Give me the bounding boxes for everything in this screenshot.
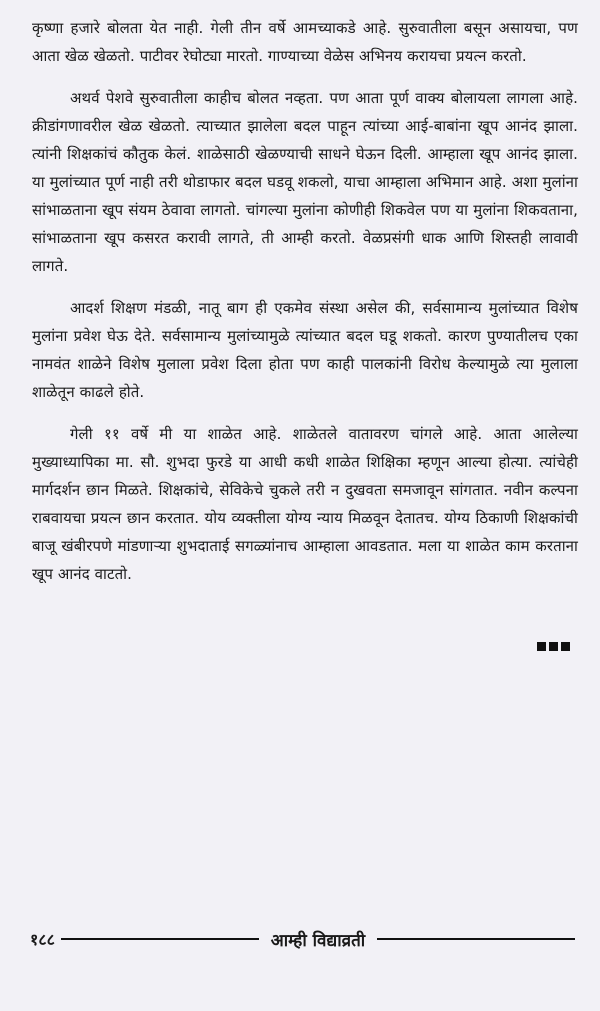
book-title: आम्ही विद्याव्रती bbox=[270, 930, 366, 951]
end-square-icon bbox=[549, 642, 558, 651]
section-end-mark bbox=[537, 642, 570, 651]
end-square-icon bbox=[561, 642, 570, 651]
footer-rule-left bbox=[61, 938, 259, 940]
paragraph-4: गेली ११ वर्षे मी या शाळेत आहे. शाळेतले वातावरण चांगले आहे. आता आलेल्या मुख्याध्यापिका मा. सौ. शुभदा फुरडे या आधी कधी शाळेत शिक्षिका म्हणून आल्या होत्या. त्यांचेही मार्गदर्शन छान मिळते. शिक्षकांचे, सेविकेचे चुकले तरी न दुखवता समजावून सांगतात. नवीन कल्पना राबवायचा प्रयत्न छान करतात. योय व्यक्तीला योग्य न्याय मिळवून देतातच. योग्य ठिकाणी शिक्षकांची बाजू खंबीरपणे मांडणाऱ्या शुभदाताई सगळ्यांनाच आम्हाला आवडतात. मला या शाळेत काम करताना खूप आनंद वाटतो. bbox=[32, 425, 578, 583]
paragraph-1: कृष्णा हजारे बोलता येत नाही. गेली तीन वर्षे आमच्याकडे आहे. सुरुवातीला बसून असायचा, पण आता खेळ खेळतो. पाटीवर रेघोट्या मारतो. गाण्याच्या वेळेस अभिनय करायचा प्रयत्न करतो. bbox=[32, 19, 578, 65]
page-number: १८८ bbox=[30, 930, 55, 949]
end-square-icon bbox=[537, 642, 546, 651]
paragraph-2: अथर्व पेशवे सुरुवातीला काहीच बोलत नव्हता. पण आता पूर्ण वाक्य बोलायला लागला आहे. क्रीडांगणावरील खेळ खेळतो. त्याच्यात झालेला बदल पाहून त्यांच्या आई-बाबांना खूप आनंद झाला. त्यांनी शिक्षकांचं कौतुक केलं. शाळेसाठी खेळण्याची साधने घेऊन दिली. आम्हाला खूप आनंद झाला. या मुलांच्यात पूर्ण नाही तरी थोडाफार बदल घडवू शकलो, याचा आम्हाला अभिमान आहे. अशा मुलांना सांभाळताना खूप संयम ठेवावा लागतो. चांगल्या मुलांना कोणीही शिकवेल पण या मुलांना शिकवताना, सांभाळताना खूप कसरत करावी लागते, ती आम्ही करतो. वेळप्रसंगी धाक आणि शिस्तही लावावी लागते. bbox=[32, 89, 578, 275]
paragraph-3: आदर्श शिक्षण मंडळी, नातू बाग ही एकमेव संस्था असेल की, सर्वसामान्य मुलांच्यात विशेष मुलांना प्रवेश घेऊ देते. सर्वसामान्य मुलांच्यामुळे त्यांच्यात बदल घडू शकतो. कारण पुण्यातीलच एका नामवंत शाळेने विशेष मुलाला प्रवेश दिला होता पण काही पालकांनी विरोध केल्यामुळे त्या मुलाला शाळेतून काढले होते. bbox=[32, 299, 578, 401]
footer-rule-right bbox=[377, 938, 575, 940]
body-text bbox=[32, 14, 578, 602]
page-footer bbox=[30, 924, 575, 954]
